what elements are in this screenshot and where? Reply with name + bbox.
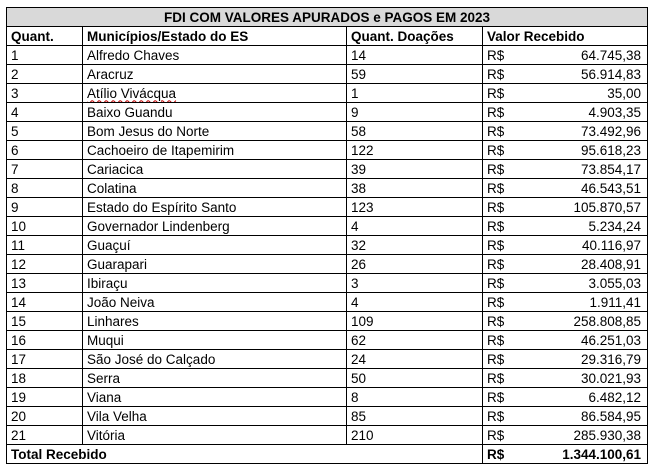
row-number: 4: [7, 103, 83, 122]
row-currency: R$: [483, 179, 519, 198]
table-row: [7, 122, 648, 141]
row-currency: R$: [483, 198, 519, 217]
row-valor: 86.584,95: [519, 407, 648, 426]
header-row: [7, 27, 648, 46]
row-valor: 3.055,03: [519, 274, 648, 293]
row-currency: R$: [483, 46, 519, 65]
total-value: 1.344.100,61: [519, 445, 648, 464]
row-currency: R$: [483, 103, 519, 122]
row-municipio: Aracruz: [83, 65, 347, 84]
row-valor: 95.618,23: [519, 141, 648, 160]
fdi-values-table: [6, 7, 648, 464]
row-valor: 40.116,97: [519, 236, 648, 255]
total-row: [7, 445, 648, 464]
row-municipio: Serra: [83, 369, 347, 388]
total-currency: R$: [483, 445, 519, 464]
row-number: 2: [7, 65, 83, 84]
row-number: 18: [7, 369, 83, 388]
row-currency: R$: [483, 65, 519, 84]
row-number: 7: [7, 160, 83, 179]
row-valor: 5.234,24: [519, 217, 648, 236]
row-valor: 4.903,35: [519, 103, 648, 122]
row-doacoes: 210: [347, 426, 483, 445]
header-doacoes: Quant. Doações: [347, 27, 483, 46]
row-valor: 46.543,51: [519, 179, 648, 198]
row-currency: R$: [483, 141, 519, 160]
row-municipio: Governador Lindenberg: [83, 217, 347, 236]
header-municipio: Municípios/Estado do ES: [83, 27, 347, 46]
row-municipio: Muqui: [83, 331, 347, 350]
row-valor: 258.808,85: [519, 312, 648, 331]
row-currency: R$: [483, 312, 519, 331]
row-doacoes: 59: [347, 65, 483, 84]
row-municipio: Estado do Espírito Santo: [83, 198, 347, 217]
row-doacoes: 24: [347, 350, 483, 369]
row-doacoes: 14: [347, 46, 483, 65]
row-currency: R$: [483, 293, 519, 312]
table-row: [7, 236, 648, 255]
row-valor: 105.870,57: [519, 198, 648, 217]
row-doacoes: 123: [347, 198, 483, 217]
table-row: [7, 65, 648, 84]
table-row: [7, 274, 648, 293]
row-doacoes: 32: [347, 236, 483, 255]
row-municipio: Guarapari: [83, 255, 347, 274]
fdi-table-sheet: [6, 7, 648, 464]
table-title-row: [7, 8, 648, 27]
row-municipio: Bom Jesus do Norte: [83, 122, 347, 141]
row-valor: 56.914,83: [519, 65, 648, 84]
row-valor: 29.316,79: [519, 350, 648, 369]
table-row: [7, 84, 648, 103]
row-municipio: Colatina: [83, 179, 347, 198]
row-doacoes: 109: [347, 312, 483, 331]
row-valor: 73.492,96: [519, 122, 648, 141]
table-row: [7, 407, 648, 426]
table-row: [7, 388, 648, 407]
table-row: [7, 160, 648, 179]
row-currency: R$: [483, 331, 519, 350]
row-municipio: Viana: [83, 388, 347, 407]
row-currency: R$: [483, 255, 519, 274]
table-row: [7, 103, 648, 122]
row-number: 15: [7, 312, 83, 331]
row-currency: R$: [483, 426, 519, 445]
table-row: [7, 46, 648, 65]
row-valor: 73.854,17: [519, 160, 648, 179]
row-currency: R$: [483, 388, 519, 407]
table-row: [7, 217, 648, 236]
row-number: 11: [7, 236, 83, 255]
row-doacoes: 58: [347, 122, 483, 141]
row-currency: R$: [483, 160, 519, 179]
table-title: FDI COM VALORES APURADOS e PAGOS EM 2023: [7, 8, 648, 27]
row-number: 12: [7, 255, 83, 274]
row-valor: 6.482,12: [519, 388, 648, 407]
row-doacoes: 62: [347, 331, 483, 350]
row-valor: 64.745,38: [519, 46, 648, 65]
table-row: [7, 331, 648, 350]
row-number: 16: [7, 331, 83, 350]
spellcheck-marked-text: Atílio Vivácqua: [87, 85, 177, 101]
table-row: [7, 426, 648, 445]
row-doacoes: 8: [347, 388, 483, 407]
row-doacoes: 38: [347, 179, 483, 198]
row-doacoes: 9: [347, 103, 483, 122]
row-number: 20: [7, 407, 83, 426]
row-doacoes: 4: [347, 217, 483, 236]
row-currency: R$: [483, 274, 519, 293]
row-doacoes: 1: [347, 84, 483, 103]
row-municipio: Cachoeiro de Itapemirim: [83, 141, 347, 160]
table-row: [7, 255, 648, 274]
row-municipio: Cariacica: [83, 160, 347, 179]
row-number: 13: [7, 274, 83, 293]
row-doacoes: 3: [347, 274, 483, 293]
row-valor: 285.930,38: [519, 426, 648, 445]
row-municipio: Vitória: [83, 426, 347, 445]
row-doacoes: 39: [347, 160, 483, 179]
row-currency: R$: [483, 122, 519, 141]
row-valor: 30.021,93: [519, 369, 648, 388]
row-number: 1: [7, 46, 83, 65]
row-municipio: Vila Velha: [83, 407, 347, 426]
row-valor: 46.251,03: [519, 331, 648, 350]
table-row: [7, 198, 648, 217]
row-municipio: São José do Calçado: [83, 350, 347, 369]
row-valor: 28.408,91: [519, 255, 648, 274]
row-doacoes: 122: [347, 141, 483, 160]
row-currency: R$: [483, 350, 519, 369]
row-currency: R$: [483, 407, 519, 426]
row-municipio: Alfredo Chaves: [83, 46, 347, 65]
row-municipio: Linhares: [83, 312, 347, 331]
table-row: [7, 350, 648, 369]
row-currency: R$: [483, 236, 519, 255]
row-municipio: Baixo Guandu: [83, 103, 347, 122]
row-number: 9: [7, 198, 83, 217]
row-number: 17: [7, 350, 83, 369]
row-municipio: Guaçuí: [83, 236, 347, 255]
row-number: 3: [7, 84, 83, 103]
row-municipio: João Neiva: [83, 293, 347, 312]
row-currency: R$: [483, 84, 519, 103]
row-number: 5: [7, 122, 83, 141]
row-municipio: [83, 84, 347, 103]
header-quant: Quant.: [7, 27, 83, 46]
row-number: 21: [7, 426, 83, 445]
row-doacoes: 26: [347, 255, 483, 274]
row-doacoes: 4: [347, 293, 483, 312]
row-number: 8: [7, 179, 83, 198]
header-valor: Valor Recebido: [483, 27, 648, 46]
table-row: [7, 141, 648, 160]
row-doacoes: 85: [347, 407, 483, 426]
table-row: [7, 312, 648, 331]
row-doacoes: 50: [347, 369, 483, 388]
row-number: 10: [7, 217, 83, 236]
row-currency: R$: [483, 369, 519, 388]
table-row: [7, 293, 648, 312]
table-row: [7, 179, 648, 198]
row-number: 6: [7, 141, 83, 160]
row-currency: R$: [483, 217, 519, 236]
row-valor: 1.911,41: [519, 293, 648, 312]
row-number: 19: [7, 388, 83, 407]
row-municipio: Ibiraçu: [83, 274, 347, 293]
table-row: [7, 369, 648, 388]
row-valor: 35,00: [519, 84, 648, 103]
total-label: Total Recebido: [7, 445, 483, 464]
row-number: 14: [7, 293, 83, 312]
